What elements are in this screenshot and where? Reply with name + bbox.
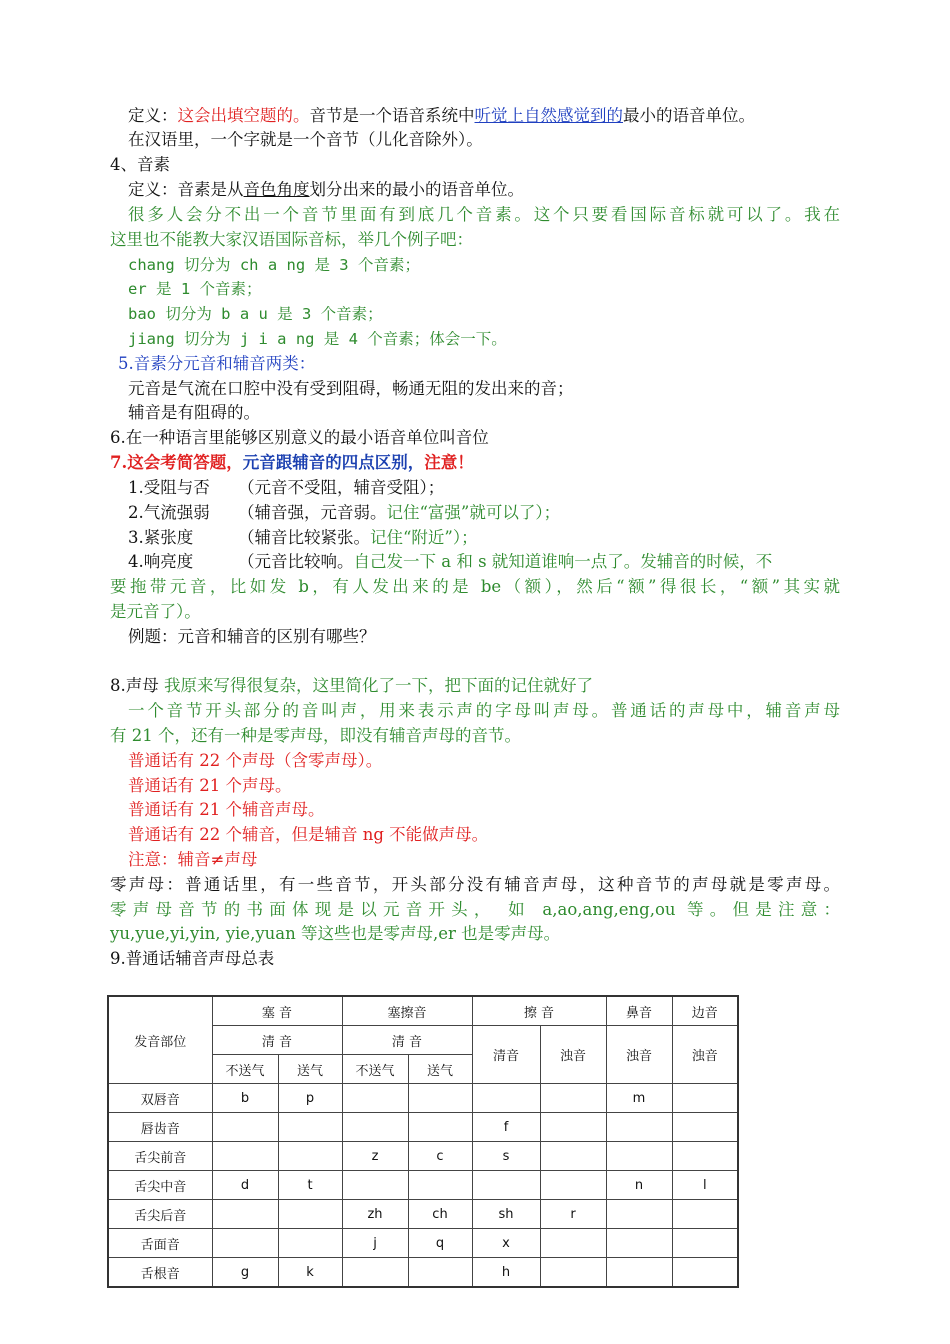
table-cell [540,1171,606,1200]
table-row [108,1171,738,1200]
header-fricative-voiceless: 清音 [472,1026,540,1084]
table-cell: z [342,1142,408,1171]
difference-4-cont: 要拖带元音，比如发 b，有人发出来的是 be（额），然后“额”得很长，“额”其实就 [110,577,840,596]
underlined-phrase: 听觉上自然感觉到的 [474,106,623,125]
table-row [108,1258,738,1288]
table-cell [408,1258,472,1288]
table-cell [408,1171,472,1200]
header-aspirated: 送气 [278,1055,342,1084]
table-cell [540,1084,606,1113]
table-cell: g [212,1258,278,1288]
difference-4-end: 是元音了）。 [110,602,201,621]
row-place: 唇齿音 [108,1113,212,1142]
table-cell: s [472,1142,540,1171]
heading-initials-table: 9.普通话辅音声母总表 [110,949,275,968]
row-place: 舌根音 [108,1258,212,1288]
header-voiceless-stop: 清 音 [212,1026,342,1055]
table-cell: c [408,1142,472,1171]
line-phoneme-unit: 6.在一种语言里能够区别意义的最小语音单位叫音位 [110,428,489,447]
table-cell [342,1258,408,1288]
line-zero-initial: 零声母：普通话里，有一些音节，开头部分没有辅音声母，这种音节的声母就是零声母。 [110,875,840,894]
table-cell [672,1142,738,1171]
table-row [108,1084,738,1113]
row-place: 双唇音 [108,1084,212,1113]
heading-vowel-consonant: 5.音素分元音和辅音两类： [118,354,316,373]
example-er: er 是 1 个音素； [128,280,262,298]
difference-2: 2.气流强弱 （辅音强，元音弱。记住“富强”就可以了）； [128,503,561,522]
heading-phoneme: 4、音素 [110,155,170,174]
table-cell: q [408,1229,472,1258]
fact-2: 普通话有 21 个声母。 [128,776,292,795]
header-fricative: 擦 音 [472,996,606,1026]
table-cell [540,1258,606,1288]
line-initial-def-2: 有 21 个，还有一种是零声母，即没有辅音声母的音节。 [110,726,521,745]
line-definition-phoneme: 定义：音素是从音色角度划分出来的最小的语音单位。 [128,180,524,199]
table-cell [408,1113,472,1142]
row-place: 舌尖前音 [108,1142,212,1171]
difference-4: 4.响亮度 （元音比较响。自己发一下 a 和 s 就知道谁响一点了。发辅音的时候，不 [128,552,773,571]
table-row [108,1200,738,1229]
table-cell [212,1142,278,1171]
table-cell [472,1171,540,1200]
table-cell [540,1113,606,1142]
header-voiceless-affricate: 清 音 [342,1026,472,1055]
table-cell [540,1229,606,1258]
table-cell: b [212,1084,278,1113]
table-cell: x [472,1229,540,1258]
line-definition-syllable: 定义：这会出填空题的。音节是一个语音系统中听觉上自然感觉到的最小的语音单位。 [128,106,755,125]
table-row [108,1142,738,1171]
table-cell: k [278,1258,342,1288]
header-aspirated: 送气 [408,1055,472,1084]
consonant-table-wrapper [107,995,739,1288]
table-cell [540,1142,606,1171]
table-cell [606,1200,672,1229]
line-syllable-note: 在汉语里，一个字就是一个音节（儿化音除外）。 [128,130,483,149]
line-consonant-def: 辅音是有阻碍的。 [128,403,260,422]
line-phoneme-tip-1: 很多人会分不出一个音节里面有到底几个音素。这个只要看国际音标就可以了。我在 [128,205,840,224]
example-jiang: jiang 切分为 j i a ng 是 4 个音素；体会一下。 [128,330,507,348]
table-cell [606,1113,672,1142]
difference-3: 3.紧张度 （辅音比较紧张。记住“附近”）； [128,528,478,547]
table-cell: r [540,1200,606,1229]
table-cell [672,1084,738,1113]
difference-1: 1.受阻与否 （元音不受阻，辅音受阻）； [128,478,445,497]
table-cell [342,1084,408,1113]
line-vowel-def: 元音是气流在口腔中没有受到阻碍，畅通无阻的发出来的音； [128,379,574,398]
row-place: 舌尖后音 [108,1200,212,1229]
table-cell: l [672,1171,738,1200]
table-cell [672,1200,738,1229]
header-lateral: 边音 [672,996,738,1026]
line-phoneme-tip-2: 这里也不能教大家汉语国际音标，举几个例子吧： [110,230,473,249]
table-cell [212,1200,278,1229]
note-fill-blank: 这会出填空题的。 [177,106,310,125]
table-cell [672,1258,738,1288]
example-chang: chang 切分为 ch a ng 是 3 个音素； [128,256,420,274]
fact-3: 普通话有 21 个辅音声母。 [128,800,325,819]
table-header-row-1 [108,996,738,1026]
header-fricative-voiced: 浊音 [540,1026,606,1084]
table-cell [278,1142,342,1171]
line-zero-initial-green-1: 零声母音节的书面体现是以元音开头， 如 a,ao,ang,eng,ou 等。但是注意： [110,900,840,919]
example-bao: bao 切分为 b a u 是 3 个音素； [128,305,383,323]
example-question: 例题：元音和辅音的区别有哪些？ [128,627,376,646]
table-cell [278,1113,342,1142]
table-row [108,1113,738,1142]
header-place: 发音部位 [108,996,212,1084]
table-cell: m [606,1084,672,1113]
table-cell [278,1229,342,1258]
table-cell [342,1113,408,1142]
fact-note: 注意：辅音≠声母 [128,850,258,869]
line-zero-initial-green-2: yu,yue,yi,yin, yie,yuan 等这些也是零声母,er 也是零声母。 [110,924,561,943]
table-cell: sh [472,1200,540,1229]
table-cell [408,1084,472,1113]
header-unaspirated: 不送气 [342,1055,408,1084]
header-stop: 塞 音 [212,996,342,1026]
table-cell [606,1229,672,1258]
table-cell [606,1258,672,1288]
heading-four-differences: 7.这会考简答题，元音跟辅音的四点区别，注意！ [110,453,474,472]
header-nasal: 鼻音 [606,996,672,1026]
table-cell: zh [342,1200,408,1229]
table-cell [606,1142,672,1171]
header-nasal-voiced: 浊音 [606,1026,672,1084]
row-place: 舌尖中音 [108,1171,212,1200]
header-affricate: 塞擦音 [342,996,472,1026]
table-cell: j [342,1229,408,1258]
table-cell: f [472,1113,540,1142]
table-cell: t [278,1171,342,1200]
table-cell [342,1171,408,1200]
line-initial-def-1: 一个音节开头部分的音叫声，用来表示声的字母叫声母。普通话的声母中，辅音声母 [128,701,840,720]
table-cell: d [212,1171,278,1200]
fact-4: 普通话有 22 个辅音，但是辅音 ng 不能做声母。 [128,825,489,844]
table-cell [212,1229,278,1258]
table-cell: ch [408,1200,472,1229]
heading-initials: 8.声母 我原来写得很复杂，这里简化了一下，把下面的记住就好了 [110,676,593,695]
table-cell [278,1200,342,1229]
table-cell: h [472,1258,540,1288]
table-cell [672,1113,738,1142]
header-unaspirated: 不送气 [212,1055,278,1084]
row-place: 舌面音 [108,1229,212,1258]
header-lateral-voiced: 浊音 [672,1026,738,1084]
table-row [108,1229,738,1258]
table-cell [672,1229,738,1258]
table-cell [212,1113,278,1142]
table-cell: n [606,1171,672,1200]
table-cell [472,1084,540,1113]
fact-1: 普通话有 22 个声母（含零声母）。 [128,751,383,770]
table-cell: p [278,1084,342,1113]
consonant-initials-table [107,995,739,1288]
